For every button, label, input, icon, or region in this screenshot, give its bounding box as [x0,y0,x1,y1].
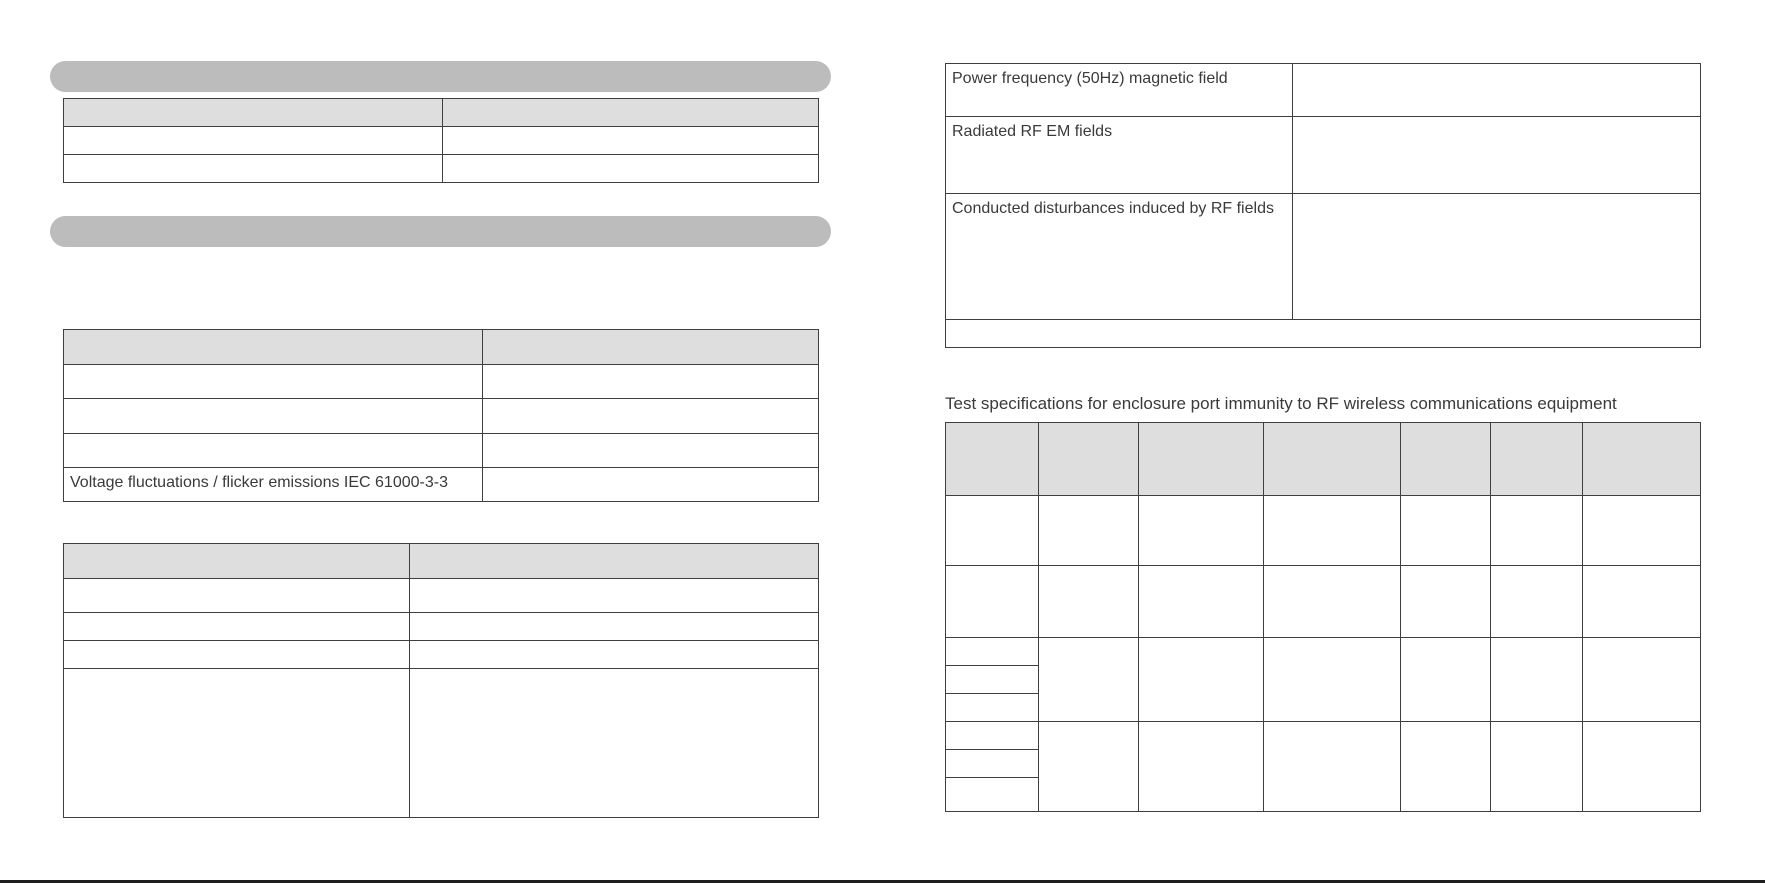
rf-spec-cell [1583,496,1701,566]
radiated-rf-label: Radiated RF EM fields [952,123,1113,140]
emissions-cell [483,434,819,468]
emissions-cell [483,468,819,502]
rf-spec-header-cell [1401,423,1491,496]
power-frequency-label: Power frequency (50Hz) magnetic field [952,70,1228,87]
immunity-cont-cell [946,194,1293,320]
rf-spec-cell [946,694,1039,722]
table-1-cell [64,127,443,155]
emissions-cell [64,399,483,434]
emissions-cell [64,365,483,399]
rf-spec-cell [1583,638,1701,722]
table-1-header-cell [64,99,443,127]
rf-spec-cell [946,638,1039,666]
rf-spec-cell [1139,496,1264,566]
rf-spec-cell [1139,566,1264,638]
rf-spec-cell [1039,638,1139,722]
table-1-cell [443,155,819,183]
immunity-cell [410,613,819,641]
immunity-cont-note-cell [946,320,1701,348]
rf-spec-cell [1264,722,1401,812]
table-1 [63,98,819,183]
emissions-cell [483,399,819,434]
rf-spec-header-cell [1491,423,1583,496]
rf-spec-cell [1139,722,1264,812]
immunity-cont-cell [946,117,1293,194]
rf-spec-cell [1401,638,1491,722]
rf-spec-cell [946,496,1039,566]
emissions-cell [64,468,483,502]
rf-spec-cell [1264,566,1401,638]
conducted-disturbances-value [1299,194,1694,199]
immunity-cell [64,579,410,613]
rf-spec-caption: Test specifications for enclosure port immunity to RF wireless communications equipment [945,394,1617,413]
rf-spec-table [945,422,1701,812]
rf-spec-cell [1401,566,1491,638]
conducted-disturbances-label: Conducted disturbances induced by RF fields [952,200,1274,217]
power-frequency-value [1299,64,1694,69]
rf-spec-header-cell [946,423,1039,496]
flicker-emissions-label: Voltage fluctuations / flicker emissions IEC 61000-3-3 [70,474,448,491]
rf-spec-cell [946,750,1039,778]
immunity-header-cell [64,544,410,579]
immunity-cell [410,669,819,818]
rf-spec-cell [946,566,1039,638]
immunity-cont-cell [1293,194,1701,320]
immunity-cell [410,641,819,669]
immunity-cont-cell [1293,117,1701,194]
rf-spec-cell [1401,496,1491,566]
table-1-cell [64,155,443,183]
emissions-header-cell [64,330,483,365]
section-header-bar-1 [50,61,831,92]
rf-spec-cell [946,778,1039,812]
table-1-header-cell [443,99,819,127]
immunity-table [63,543,819,818]
rf-spec-cell [1491,638,1583,722]
rf-spec-cell [1491,496,1583,566]
immunity-table-continued [945,63,1701,348]
rf-spec-cell [1583,566,1701,638]
emissions-header-cell [483,330,819,365]
rf-spec-cell [1264,638,1401,722]
rf-spec-header-cell [1583,423,1701,496]
immunity-cont-cell [946,64,1293,117]
rf-spec-cell [1264,496,1401,566]
table-1-cell [443,127,819,155]
rf-spec-cell [946,722,1039,750]
immunity-cell [64,613,410,641]
immunity-cell [410,579,819,613]
rf-spec-header-cell [1039,423,1139,496]
immunity-header-cell [410,544,819,579]
rf-spec-cell [1039,722,1139,812]
immunity-cell [64,641,410,669]
section-header-bar-2 [50,216,831,247]
rf-spec-header-cell [1264,423,1401,496]
rf-spec-cell [946,666,1039,694]
rf-spec-cell [1491,722,1583,812]
emissions-cell [483,365,819,399]
emissions-cell [64,434,483,468]
immunity-cell [64,669,410,818]
rf-spec-cell [1401,722,1491,812]
emissions-table [63,329,819,502]
rf-spec-cell [1139,638,1264,722]
rf-spec-cell [1583,722,1701,812]
rf-spec-cell [1039,566,1139,638]
immunity-cont-cell [1293,64,1701,117]
rf-spec-header-cell [1139,423,1264,496]
rf-spec-cell [1039,496,1139,566]
radiated-rf-value [1299,117,1694,122]
rf-spec-cell [1491,566,1583,638]
